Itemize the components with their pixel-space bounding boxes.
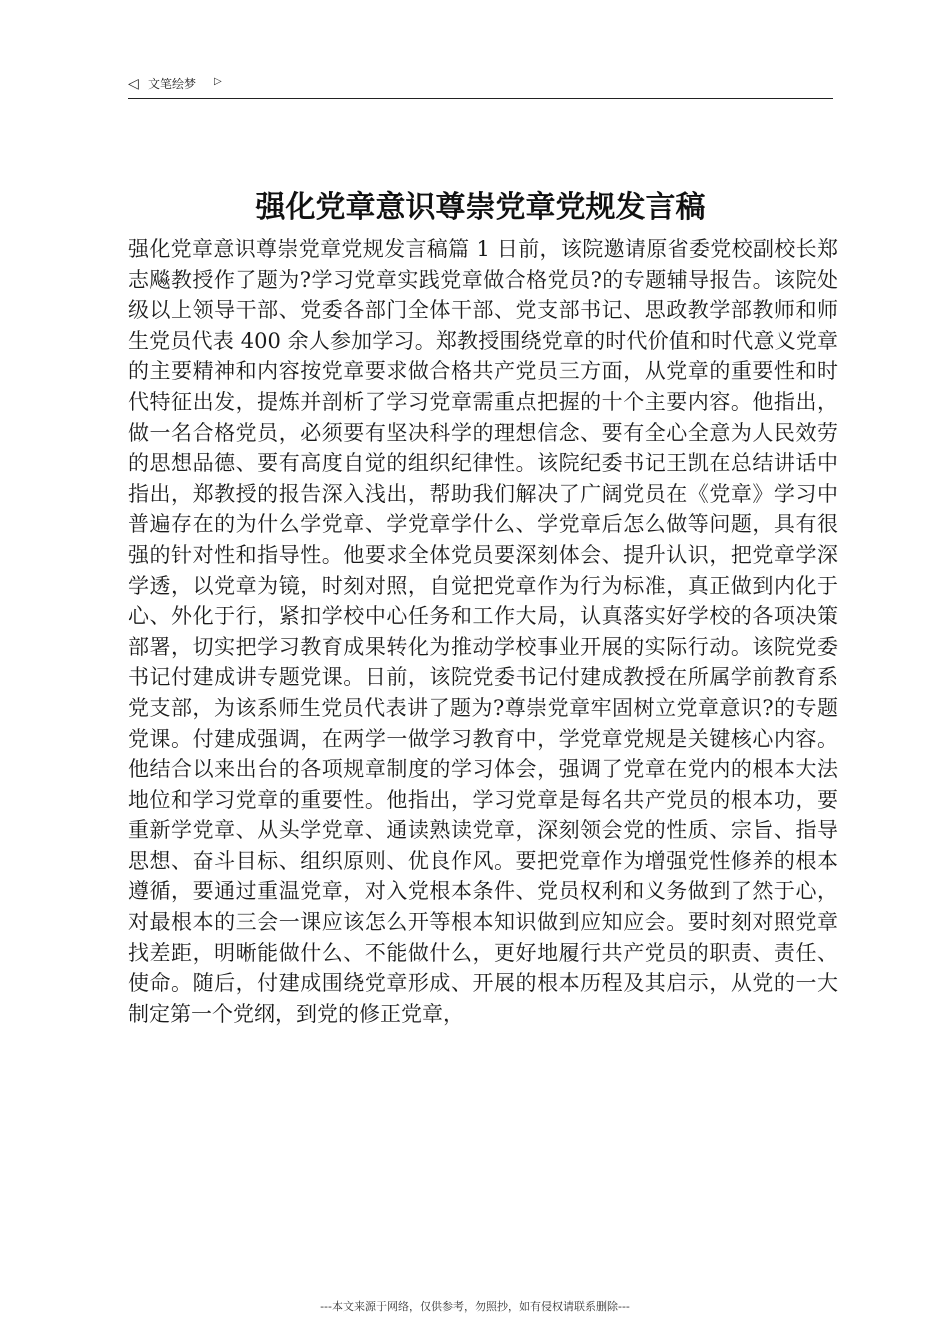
- left-triangle-icon: ◁: [128, 76, 139, 92]
- header-title: 文笔绘梦: [148, 77, 197, 91]
- page-header: [128, 72, 833, 99]
- document-title: 强化党章意识尊崇党章党规发言稿: [255, 190, 706, 225]
- footer-disclaimer: ---本文来源于网络，仅供参考，勿照抄，如有侵权请联系删除---: [320, 1300, 630, 1313]
- document-body: 强化党章意识尊崇党章党规发言稿篇 1 日前，该院邀请原省委党校副校长郑志飚教授作了题为?学习党章实践党章做合格党员?的专题辅导报告。该院处级以上领导干部、党委各部门全体干部、党支部书记、思政教学部教师和师生党员代表 400 余人参加学习。郑教授围绕党章的时代价值和时代意义党章的主要精神和内容按党章要求做合格共产党员三方面，从党章的重要性和时代特征出发，提炼并剖析了学习党章需重点把握的十个主要内容。他指出，做一名合格党员，必须要有坚决科学的理想信念、要有全心全意为人民效劳的思想品德、要有高度自觉的组织纪律性。该院纪委书记王凯在总结讲话中指出，郑教授的报告深入浅出，帮助我们解决了广阔党员在《党章》学习中普遍存在的为什么学党章、学党章学什么、学党章后怎么做等问题，具有很强的针对性和指导性。他要求全体党员要深刻体会、提升认识，把党章学深学透，以党章为镜，时刻对照，自觉把党章作为行为标准，真正做到内化于心、外化于行，紧扣学校中心任务和工作大局，认真落实好学校的各项决策部署，切实把学习教育成果转化为推动学校事业开展的实际行动。该院党委书记付建成讲专题党课。日前，该院党委书记付建成教授在所属学前教育系党支部，为该系师生党员代表讲了题为?尊崇党章牢固树立党章意识?的专题党课。付建成强调，在两学一做学习教育中，学党章党规是关键核心内容。他结合以来出台的各项规章制度的学习体会，强调了党章在党内的根本大法地位和学习党章的重要性。他指出，学习党章是每名共产党员的根本功，要重新学党章、从头学党章、通读熟读党章，深刻领会党的性质、宗旨、指导思想、奋斗目标、组织原则、优良作风。要把党章作为增强党性修养的根本遵循，要通过重温党章，对入党根本条件、党员权利和义务做到了然于心，对最根本的三会一课应该怎么开等根本知识做到应知应会。要时刻对照党章找差距，明晰能做什么、不能做什么，更好地履行共产党员的职责、责任、使命。随后，付建成围绕党章形成、开展的根本历程及其启示，从党的一大制定第一个党纲，到党的修正党章，: [128, 237, 838, 1026]
- right-triangle-icon: ▷: [214, 76, 222, 87]
